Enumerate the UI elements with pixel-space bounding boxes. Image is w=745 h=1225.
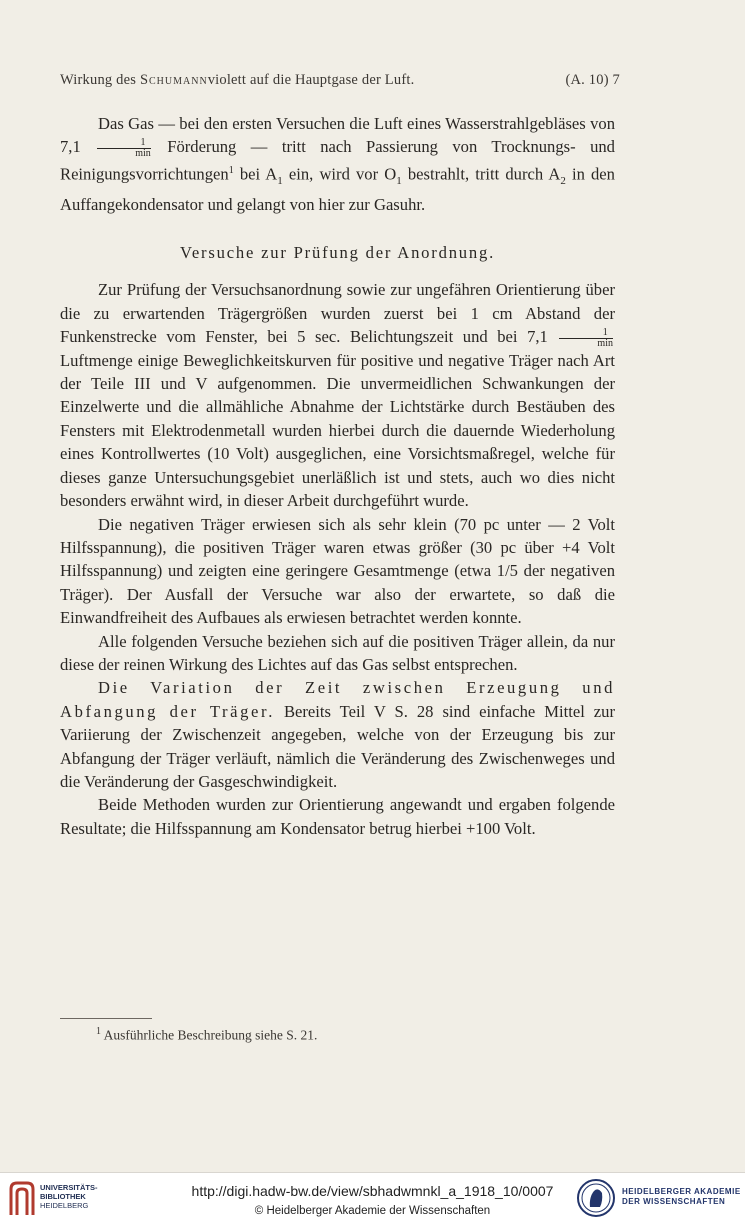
page-number: (A. 10) 7	[565, 72, 620, 88]
fraction-one-fifth: 1/5	[496, 561, 518, 581]
paragraph-5-text: Bereits Teil V S. 28 sind einfache Mittel zur Variierung der Zwischenzeit angegeben, welche von der Erzeugung bis zur Abfangung der Träger verläuft, nämlich die Veränderung des Zwischenweges und die Veränderung der Gasgeschwindigkeit.	[60, 701, 615, 791]
paragraph-1-text-b: Förderung — tritt nach Passierung von Trocknungs- und Reinigungsvorrichtungen	[60, 137, 615, 184]
running-head-prefix: Wirkung des	[60, 72, 137, 88]
footnote	[96, 1026, 317, 1044]
library-city-text: HEIDELBERG	[40, 1201, 89, 1210]
academy-seal-icon[interactable]	[576, 1177, 616, 1219]
subscript: 2	[560, 174, 566, 187]
academy-name-line1: HEIDELBERGER AKADEMIE	[622, 1187, 741, 1196]
paragraph-1-text-e: bestrahlt, tritt durch A	[407, 164, 561, 184]
paragraph-6: Beide Methoden wurden zur Orientierung angewandt und ergaben folgende Resultate; die Hilfsspannung am Kondensator betrug hierbei +100 Volt.	[60, 795, 615, 838]
academy-name[interactable]	[622, 1187, 741, 1207]
section-heading: Versuche zur Prüfung der Anordnung.	[179, 242, 496, 262]
paragraph-5-spaced-heading: Die Variation der Zeit zwischen Erzeugung und Abfangung der Träger.	[60, 678, 615, 721]
academy-name-line2: DER WISSENSCHAFTEN	[622, 1197, 726, 1206]
paragraph-3-text-b: der negativen Träger). Der Ausfall der Versuche war also der erwartete, so daß die Einwandfreiheit des Aufbaues als erwiesen betrachtet werden konnte.	[60, 561, 615, 628]
footnote-text: Ausführliche Beschreibung siehe S. 21.	[103, 1027, 318, 1043]
paragraph-3-text-a: Die negativen Träger erwiesen sich als sehr klein (70 pc unter — 2 Volt Hilfsspannung), die positiven Träger waren etwas größer (30 pc über +4 Volt Hilfsspannung) und zeigten eine geringere Gesamtmenge (etwa	[60, 514, 615, 581]
paragraph-2-text-a: Zur Prüfung der Versuchsanordnung sowie zur ungefähren Orientierung über die zu erwartenden Trägergrößen wurden zuerst bei 1 cm Abstand der Funkenstrecke vom Fenster, bei 5 sec. Belichtungszeit und bei 7,1	[60, 280, 615, 346]
paragraph-1-text-a: Das Gas — bei den ersten Versuchen die Luft eines Wasserstrahlgebläses von 7,1	[60, 114, 615, 157]
body-text	[60, 112, 615, 840]
subscript: 1	[277, 174, 283, 187]
paragraph-1-text-d: ein, wird vor O	[288, 164, 397, 184]
fraction-numerator: 1	[97, 138, 151, 149]
paragraph-1-text-f: in den Auffangekondensator und gelangt von hier zur Gasuhr.	[60, 164, 615, 215]
subscript: 1	[396, 174, 402, 187]
paragraph-3	[60, 513, 615, 630]
copyright-notice: © Heidelberger Akademie der Wissenschaften	[254, 1205, 491, 1217]
paragraph-2	[60, 278, 615, 512]
footnote-mark: 1	[96, 1026, 101, 1037]
running-head	[60, 72, 620, 89]
paragraph-1-text-c: bei A	[239, 164, 278, 184]
permalink-url[interactable]: http://digi.hadw-bw.de/view/sbhadwmnkl_a_1918_10/0007	[191, 1183, 554, 1199]
paragraph-4: Alle folgenden Versuche beziehen sich auf die positiven Träger allein, da nur diese der reinen Wirkung des Lichtes auf das Gas selbst entsprechen.	[60, 631, 615, 674]
running-head-name: Schumann	[139, 72, 208, 88]
library-name-text: UNIVERSITÄTS- BIBLIOTHEK	[40, 1183, 98, 1201]
paragraph-2-text-b: Luftmenge einige Beweglichkeitskurven für positive und negative Träger nach Art der Teile III und V aufgenommen. Die unvermeidlichen Schwankungen der Einzelwerte und die allmähliche Abnahme der Lichtstärke durch Bestäuben des Fensters mit Elektrodenmetall wurden hierbei durch die dauernde Wiederholung eines Kontrollwertes (10 Volt) ausgeglichen, eine Vorsichtsmaßregel, welche für dieses ganze Untersuchungsgebiet unerläßlich ist und stets, auch wo dies nicht besonders erwähnt wird, in dieser Arbeit durchgeführt wurde.	[60, 350, 615, 511]
fraction-one-per-min	[97, 138, 151, 159]
fraction-denominator: min	[597, 337, 613, 349]
viewer-footer	[0, 1172, 745, 1225]
fraction-denominator: min	[135, 148, 151, 160]
fraction-one-per-min	[559, 328, 613, 349]
paragraph-1	[60, 112, 615, 217]
fraction-numerator: 1	[559, 328, 613, 339]
footnote-marker: 1	[228, 165, 234, 177]
paragraph-5	[60, 676, 615, 793]
running-head-suffix: violett auf die Hauptgase der Luft.	[207, 72, 415, 88]
footnote-divider	[60, 1018, 152, 1019]
